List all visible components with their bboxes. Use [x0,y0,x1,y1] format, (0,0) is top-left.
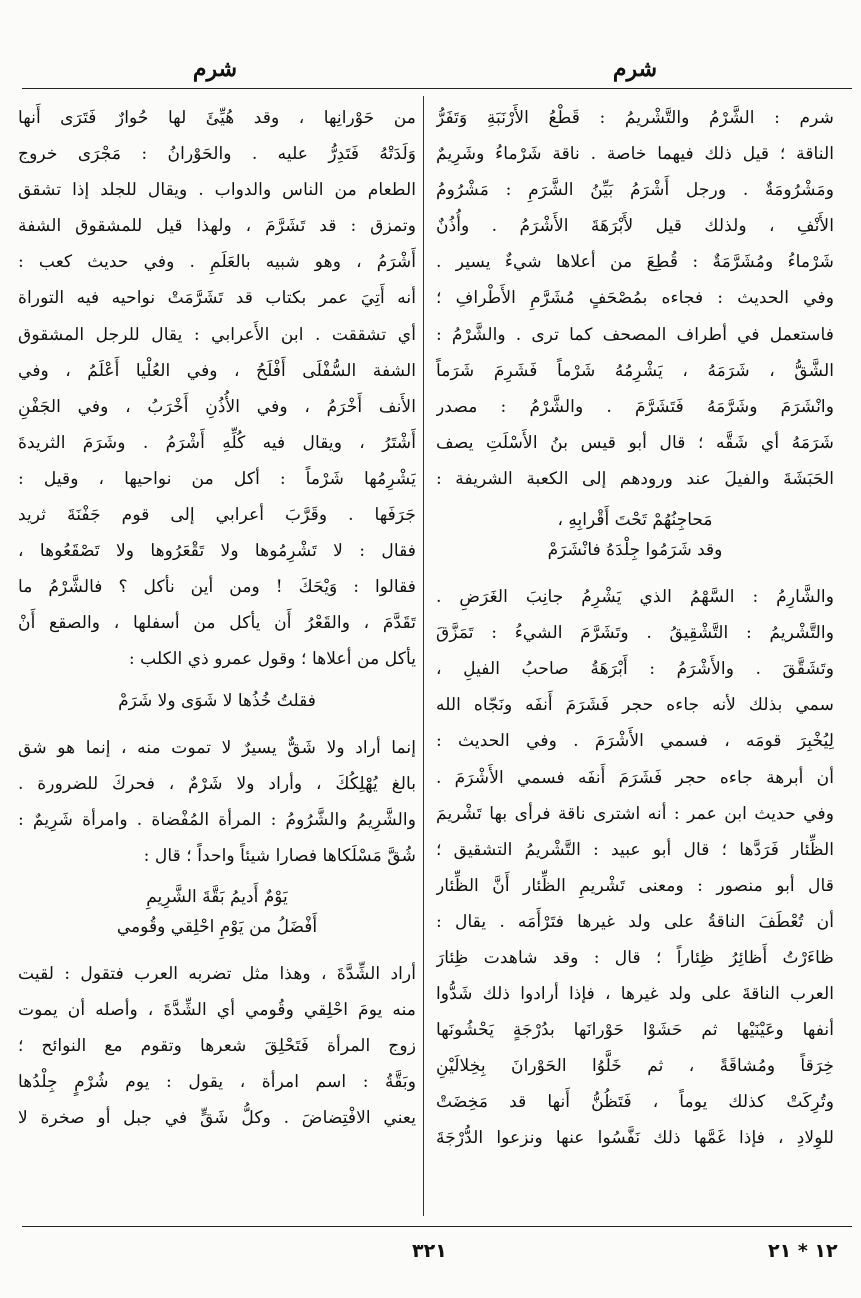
text-line: الشفة السُّفْلَى أَفْلَحُ ، وفي العُلْيا أَعْلَمُ ، وفي [18,360,416,381]
verse-line: يَوْمٌ أَديمُ بَقَّةَ الشَّرِيمِ [146,886,288,907]
left-paragraph-b [18,730,416,874]
text-line: من حَوْرانِها ، وقد هُيِّئَ لها حُوارٌ فَتَرَى أَنها [18,108,416,128]
text-line: الأَنف أَخْرَمُ ، وفي الأُذُنِ أَخْرَبُ ، وفي الجَفْنِ [18,396,416,417]
verse-line: فقلتُ خُذُها لا شَوَى ولا شَرَمْ [118,690,316,711]
text-line: فقال : لا تَشْرِمُوها ولا تَقْعَرُوها ولا تَصْقَعُوها ، [18,541,416,562]
text-line: خِرَقاً ومُشاقَةً ، ثم خَلَّوُا الحَوْرانَ بِخِلالَيْنِ [436,1056,834,1077]
text-line: ظاءَرْتُ أَظائِرُ ظِئاراً ؛ قال : وقد شاهدت ظِئارَ [436,947,834,968]
top-rule [22,88,852,89]
text-line: وفي حديث ابن عمر : أنه اشترى ناقة فرأى بها تَشْريمَ [436,803,834,824]
left-column [18,100,416,1212]
text-line: أَشْتَرُ ، ويقال فيه كُلِّهِ أَشْرَمُ . وشَرَمَ الثريدةَ [18,432,416,453]
text-line: فاستعمل في أطراف المصحف كما ترى . والشَّرْمُ : [436,324,834,345]
text-line: العرب الناقةَ على ولد غيرها ، فإذا أرادوا ذلك شَدُّوا [436,984,834,1005]
running-head-right: شرم [612,56,658,82]
verse-line: مَحاجِنُهُمْ تَحْتَ أَقْرابِهِ ، [557,510,713,531]
verse-block [18,678,416,730]
column-divider [423,96,424,1216]
running-head-left: شرم [192,56,238,82]
verse-block [436,497,834,579]
text-line: شَرَمَهُ أي شَقَّه ؛ قال أبو قيس بنُ الأَسْلَتِ يصف [436,432,834,453]
text-line: يَشْرِمُها شَرْماً : أكل من نواحيها ، وقيل : [18,468,416,489]
text-line: شُقَّ مَسْلَكاها فصارا شيئاً واحداً ؛ قال : [143,845,416,866]
right-paragraph-a [436,100,834,497]
text-line: جَرَفَها . وقَرَّبَ أعرابي إلى قوم جَفْنَةَ ثريد [18,505,416,526]
text-line: شَرْماءُ ومُشَرَّمَةٌ : قُطِعَ من أعلاها شيءٌ يسير . [436,252,834,273]
bottom-rule [22,1226,852,1227]
text-line: للوِلادِ ، فإذا غَمَّها ذلك نَفَّسُوا عنها ونزعوا الدُّرْجَةَ [436,1128,834,1149]
text-line: وفي الحديث : فجاءه بمُصْحَفٍ مُشَرَّمِ الأَطْرافِ ؛ [436,288,834,309]
text-line: وانْشَرَمَ وشَرَّمَهُ فَتَشَرَّمَ . والشَّرْمُ : مصدر [436,396,834,417]
text-line: وَلَدَتْهُ فَتَدِرُّ عليه . والحَوْرانُ : مَجْرَى خروج [18,144,416,165]
text-line: أن تُعْطَفَ الناقةُ على ولد غيرها فتَرْأَمَه . يقال : [436,911,834,932]
text-line: الظِّئار فَرَدَّها ؛ قال أبو عبيد : التَّشْريمُ التشقيق ؛ [436,839,834,860]
left-paragraph-a [18,100,416,678]
text-line: أي تشققت . ابن الأَعرابي : يقال للرجل المشقوق [18,324,416,345]
text-line: الناقة ؛ قيل ذلك فيهما خاصة . ناقة شَرْماءُ وشَرِيمٌ [436,144,834,165]
text-line: شرم : الشَّرْمُ والتَّشْريمُ : قَطْعُ الأَرْنَبَةِ وَتَفَرُّ [436,108,834,128]
text-line: إنما أراد ولا شَقٌّ يسيرٌ لا تموت منه ، إنما هو شق [18,737,416,758]
text-line: وتَشَقَّقَ . والأَشْرَمُ : أَبْرَهَةُ صاحبُ الفيلِ ، [436,659,834,680]
verse-block [18,874,416,956]
text-line: الحَبَشَةَ والفيلَ عند ورودهم إلى الكعبة الشريفة : [436,468,834,489]
signature-mark: ١٢ * ٢١ [768,1240,838,1262]
right-paragraph-b [436,579,834,1157]
text-line: الشَّقُّ ، شَرَمَهُ ، يَشْرِمُهُ شَرْماً فَشَرِمَ شَرَماً [436,360,834,381]
text-line: بالغ يُهْلِكُكَ ، وأراد ولا شَرْمٌ ، فحركَ للضرورة . [18,773,416,794]
text-line: ومَشْرُومَةٌ . ورجل أَشْرَمُ بَيِّنُ الشَّرَمِ : مَشْرُومُ [436,180,834,201]
verse-line: وقد شَرَمُوا جِلْدَهُ فانْشَرَمْ [547,540,723,561]
text-line: وتُرِكَتْ كذلك يوماً ، فَتَظُنُّ أَنها قد مَخِضَتْ [436,1092,834,1113]
text-line: تَقَدَّمَ ، والقَعْرُ أَن يأكل من أسفلها ، والصقع أَنْ [18,613,416,634]
text-line: الطعام من الناس والدواب . ويقال للجلد إذا تشقق [18,180,416,201]
left-paragraph-c [18,956,416,1136]
text-line: والشَّارِمُ : السَّهْمُ الذي يَشْرِمُ جانِبَ الغَرَضِ . [436,587,834,608]
text-line: يعني الافْتِضاضَ . وكلُّ شَقٍّ في جبل أو صخرة لا [18,1108,416,1129]
text-line: فقالوا : وَيْحَكَ ! ومن أين نأكل ؟ فالشَّرْمُ ما [18,577,416,598]
text-line: أَشْرَمُ ، وهو شبيه بالعَلَمِ . وفي حديث كعب : [18,252,416,273]
text-line: يأكل من أعلاها ؛ وقول عمرو ذي الكلب : [128,649,416,670]
text-line: وبَقَّةُ : اسم امرأة ، يقول : يوم شُرْمٍ جِلْدُها [18,1072,416,1093]
text-line: سمي بذلك لأنه جاءه حجر فَشَرَمَ أَنفَه ونَجّاه الله [436,695,834,716]
text-line: لِيُخْبِرَ قومَه ، فسمي الأَشْرَمَ . وفي الحديث : [436,731,834,752]
text-line: وتمزق : قد تَشَرَّمَ ، ولهذا قيل للمشقوق الشفة [18,216,416,237]
right-column [436,100,834,1212]
text-line: أراد الشِّدَّةَ ، وهذا مثل تضربه العرب فتقول : لقيت [18,963,416,984]
text-line: الأَنْفِ ، ولذلك قيل لأَبْرَهَةَ الأَشْرَمُ . وأُذُنٌ [436,216,834,237]
text-line: أنه أَتِيَ عمر بكتاب قد تَشَرَّمَتْ نواحيه فيه التوراة [18,288,416,309]
text-line: أن أبرهة جاءه حجر فَشَرَمَ أَنفَه فسمي الأَشْرَمَ . [436,767,834,788]
text-line: والتَّشْريمُ : التَّشْقِيقُ . وتَشَرَّمَ الشيءُ : تَمَزَّقَ [436,623,834,644]
text-line: أنفها وعَيْنَيْها ثم حَشَوْا حَوْرانَها بدُرْجَةٍ يَحْشُونَها [436,1020,834,1041]
page-number: ٣٢١ [412,1240,447,1262]
verse-line: أَفْضَلُ من يَوْمِ احْلِقي وقُومي [116,916,318,937]
text-line: والشَّرِيمُ والشَّرُومُ : المرأة المُفْضاة . وامرأة شَرِيمٌ : [18,809,416,830]
text-line: منه يومَ احْلِقي وقُومي أي الشِّدَّةَ ، وأصله أن يموت [18,999,416,1020]
text-line: زوج المرأة فَتَحْلِقَ شعرها وتقوم مع النوائح ؛ [18,1036,416,1057]
text-line: قال أبو منصور : ومعنى تَشْريمِ الظِّئار أَنَّ الظِّئار [436,875,834,896]
